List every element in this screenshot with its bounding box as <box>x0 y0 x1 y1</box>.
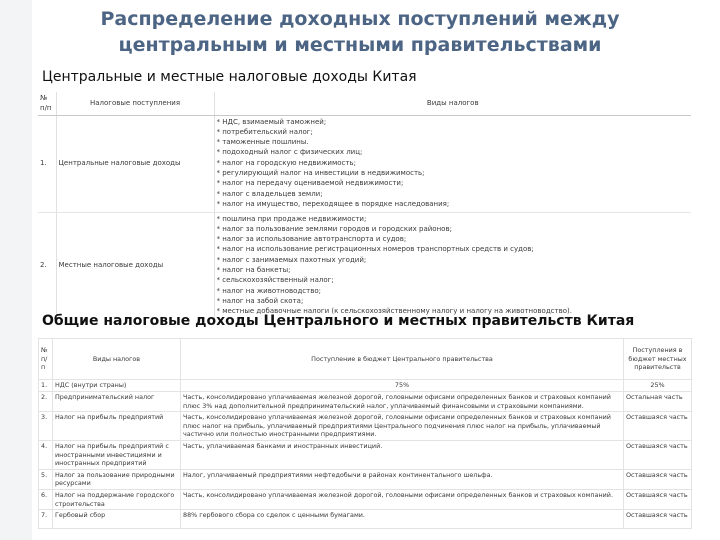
list-item: * налог на животноводство; <box>216 286 321 295</box>
row-local-share: Оставшаяся часть <box>624 440 692 469</box>
table2-caption: Общие налоговые доходы Центрального и местных правительств Китая <box>42 313 635 329</box>
list-item: * налог с занимаемых пахотных угодий; <box>216 255 367 264</box>
list-item: * таможенные пошлины. <box>216 138 309 147</box>
row-num: 6. <box>39 489 53 509</box>
table-header-row <box>38 92 691 115</box>
list-item: * подоходный налог с физических лиц; <box>216 148 363 157</box>
central-local-tax-table <box>38 92 691 318</box>
header-num: № п/п <box>38 92 56 115</box>
row-kind: Предпринимательский налог <box>53 392 181 412</box>
list-item: * налог на передачу оцениваемой недвижимости; <box>216 179 404 188</box>
row-central-share: 88% гербового сбора со сделок с ценными бумагами. <box>181 510 624 529</box>
shared-tax-revenue-table <box>38 338 692 529</box>
row-kind: Налог на поддержание городского строительства <box>53 489 181 509</box>
list-item: * налог на банкеты; <box>216 266 291 275</box>
row-kind: Налог на прибыль предприятий с иностранными инвестициями и иностранных предприятий <box>53 440 181 469</box>
list-item: * пошлина при продаже недвижимости; <box>216 214 367 223</box>
header-income: Налоговые поступления <box>56 92 214 115</box>
table-header-row <box>39 339 692 380</box>
slide-title: Распределение доходных поступлений между центральным и местными правительствами <box>100 8 620 56</box>
table-row <box>39 489 692 509</box>
table-row <box>39 510 692 529</box>
row-num: 7. <box>39 510 53 529</box>
header-central: Поступление в бюджет Центрального правительства <box>181 339 624 380</box>
row-local-share: Оставшаяся часть <box>624 510 692 529</box>
row-num: 2. <box>40 260 47 269</box>
table-row <box>39 469 692 489</box>
row-num: 5. <box>39 469 53 489</box>
row-category: Центральные налоговые доходы <box>56 115 214 212</box>
list-item: * налог на городскую недвижимость; <box>216 158 356 167</box>
table-row <box>39 412 692 441</box>
row-num: 4. <box>39 440 53 469</box>
row-local-share: Оставшаяся часть <box>624 489 692 509</box>
list-item: * налог за использование автотранспорта и судов; <box>216 235 407 244</box>
header-types: Виды налогов <box>214 92 691 115</box>
list-item: * налог за пользование землями городов и городских районов; <box>216 224 452 233</box>
list-item: * НДС, взимаемый таможней; <box>216 117 327 126</box>
table1-caption: Центральные и местные налоговые доходы Китая <box>42 69 417 85</box>
row-num: 1. <box>39 380 53 392</box>
table-row <box>39 380 692 392</box>
row-num: 2. <box>39 392 53 412</box>
table-row <box>39 440 692 469</box>
row-num: 1. <box>38 115 56 212</box>
list-item: * налог на имущество, переходящее в порядке наследования; <box>216 199 450 208</box>
table-row <box>38 212 691 317</box>
list-item: * налог на использование регистрационных номеров транспортных средств и судов; <box>216 245 534 254</box>
slide-side-bar <box>0 0 32 540</box>
row-items <box>214 212 691 317</box>
row-central-share: Часть, консолидировано уплачиваемая железной дорогой, головными офисами определенных банков и страховых компаний плюс 3% над дополнительной предпринимательский налог, уплачиваемый финансовыми и страховыми компаниями. <box>181 392 624 412</box>
row-central-share: 75% <box>181 380 624 392</box>
row-category: Местные налоговые доходы <box>56 212 214 317</box>
row-kind: НДС (внутри страны) <box>53 380 181 392</box>
row-central-share: Налог, уплачиваемый предприятиями нефтедобычи в районах континентального шельфа. <box>181 469 624 489</box>
row-local-share: Остальная часть <box>624 392 692 412</box>
row-central-share: Часть, консолидировано уплачиваемая железной дорогой, головными офисами определенных банков и страховых компаний плюс налог на прибыль, уплачиваемый предприятиями Центрального подчинения плюс налог на прибыль, уплачиваемый частично или полностью иностранными предприятиями. <box>181 412 624 441</box>
row-local-share: 25% <box>624 380 692 392</box>
row-local-share: Оставшаяся часть <box>624 412 692 441</box>
header-kind: Виды налогов <box>53 339 181 380</box>
list-item: * налог с владельцев земли; <box>216 189 323 198</box>
table-row <box>39 392 692 412</box>
table-row <box>38 115 691 212</box>
row-local-share: Оставшаяся часть <box>624 469 692 489</box>
list-item: * потребительский налог; <box>216 127 313 136</box>
header-num: № п/п <box>39 339 53 380</box>
list-item: * регулирующий налог на инвестиции в недвижимость; <box>216 169 425 178</box>
row-central-share: Часть, уплачиваемая банками и иностранных инвестиций. <box>181 440 624 469</box>
row-num: 3. <box>39 412 53 441</box>
list-item: * налог на забой скота; <box>216 296 304 305</box>
row-central-share: Часть, консолидировано уплачиваемая железной дорогой, головными офисами определенных банков и страховых компаний. <box>181 489 624 509</box>
header-local: Поступления в бюджет местных правительств <box>624 339 692 380</box>
row-kind: Гербовый сбор <box>53 510 181 529</box>
list-item: * местные добавочные налоги (к сельскохозяйственному налогу и налогу на животноводство). <box>216 307 572 316</box>
row-items <box>214 115 691 212</box>
row-kind: Налог за пользование природными ресурсами <box>53 469 181 489</box>
row-kind: Налог на прибыль предприятий <box>53 412 181 441</box>
list-item: * сельскохозяйственный налог; <box>216 276 334 285</box>
